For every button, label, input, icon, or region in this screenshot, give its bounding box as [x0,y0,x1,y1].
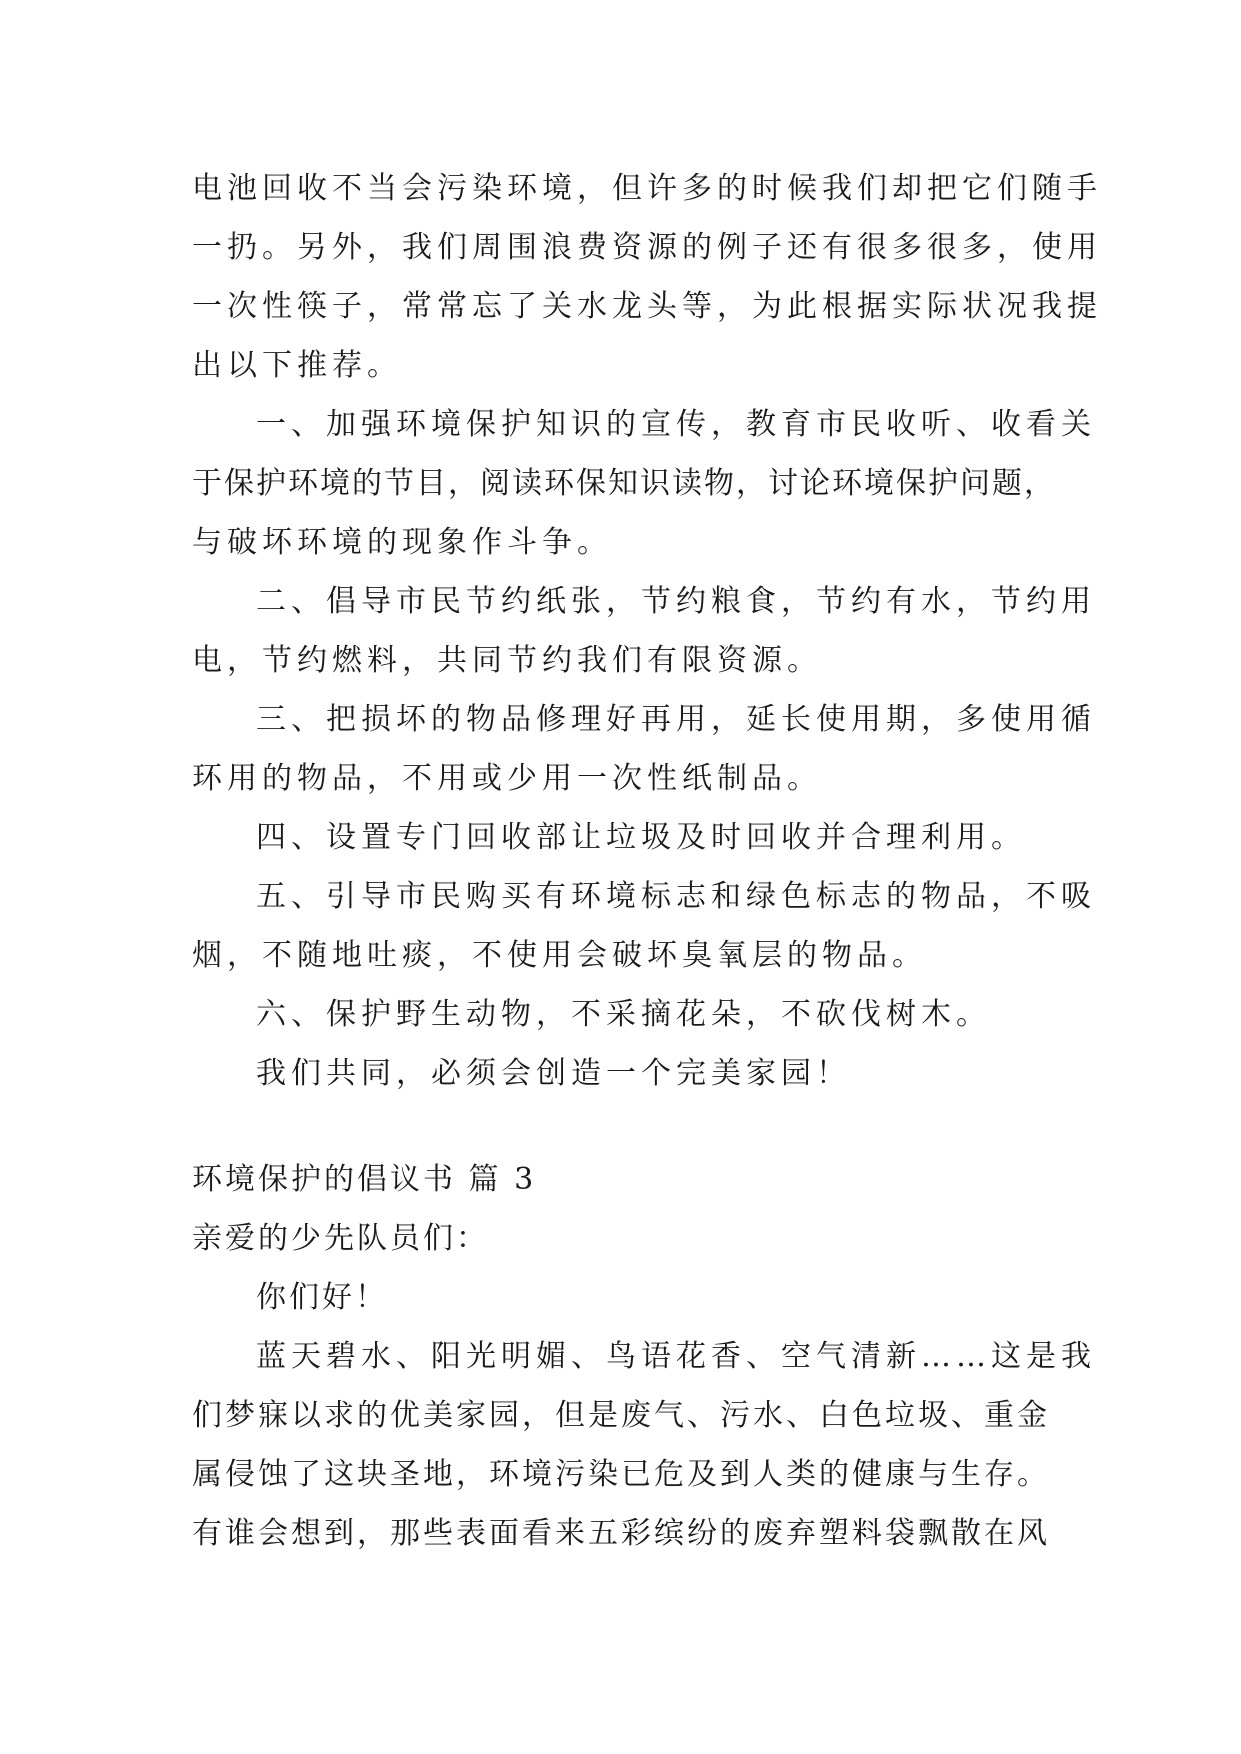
section-heading: 环境保护的倡议书 篇 3 [192,1162,537,1197]
list-item-line: 六、保护野生动物，不采摘花朵，不砍伐树木。 [256,997,991,1032]
paragraph-line: 一次性筷子，常常忘了关水龙头等，为此根据实际状况我提 [192,289,1102,324]
list-item-line: 二、倡导市民节约纸张，节约粮食，节约有水，节约用 [256,584,1096,619]
paragraph-line: 出以下推荐。 [192,348,402,383]
closing-line: 我们共同，必须会创造一个完美家园！ [256,1056,851,1091]
list-item-line: 烟，不随地吐痰，不使用会破坏臭氧层的物品。 [192,938,927,973]
greeting: 你们好！ [256,1280,388,1315]
paragraph-line: 有谁会想到，那些表面看来五彩缤纷的废弃塑料袋飘散在风 [192,1516,1050,1551]
salutation: 亲爱的少先队员们： [192,1221,489,1256]
list-item-line: 一、加强环境保护知识的宣传，教育市民收听、收看关 [256,407,1096,442]
list-item-line: 于保护环境的节目，阅读环保知识读物，讨论环境保护问题， [192,466,1056,501]
list-item-line: 与破坏环境的现象作斗争。 [192,525,612,560]
paragraph-line: 电池回收不当会污染环境，但许多的时候我们却把它们随手 [192,171,1102,206]
list-item-line: 四、设置专门回收部让垃圾及时回收并合理利用。 [256,820,1026,855]
list-item-line: 五、引导市民购买有环境标志和绿色标志的物品，不吸 [256,879,1096,914]
paragraph-line: 们梦寐以求的优美家园，但是废气、污水、白色垃圾、重金 [192,1398,1050,1433]
paragraph-line: 属侵蚀了这块圣地，环境污染已危及到人类的健康与生存。 [192,1457,1050,1492]
list-item-line: 电，节约燃料，共同节约我们有限资源。 [192,643,822,678]
paragraph-line: 蓝天碧水、阳光明媚、鸟语花香、空气清新……这是我 [256,1339,1096,1374]
paragraph-line: 一扔。另外，我们周围浪费资源的例子还有很多很多，使用 [192,230,1102,265]
list-item-line: 环用的物品，不用或少用一次性纸制品。 [192,761,822,796]
list-item-line: 三、把损坏的物品修理好再用，延长使用期，多使用循 [256,702,1096,737]
